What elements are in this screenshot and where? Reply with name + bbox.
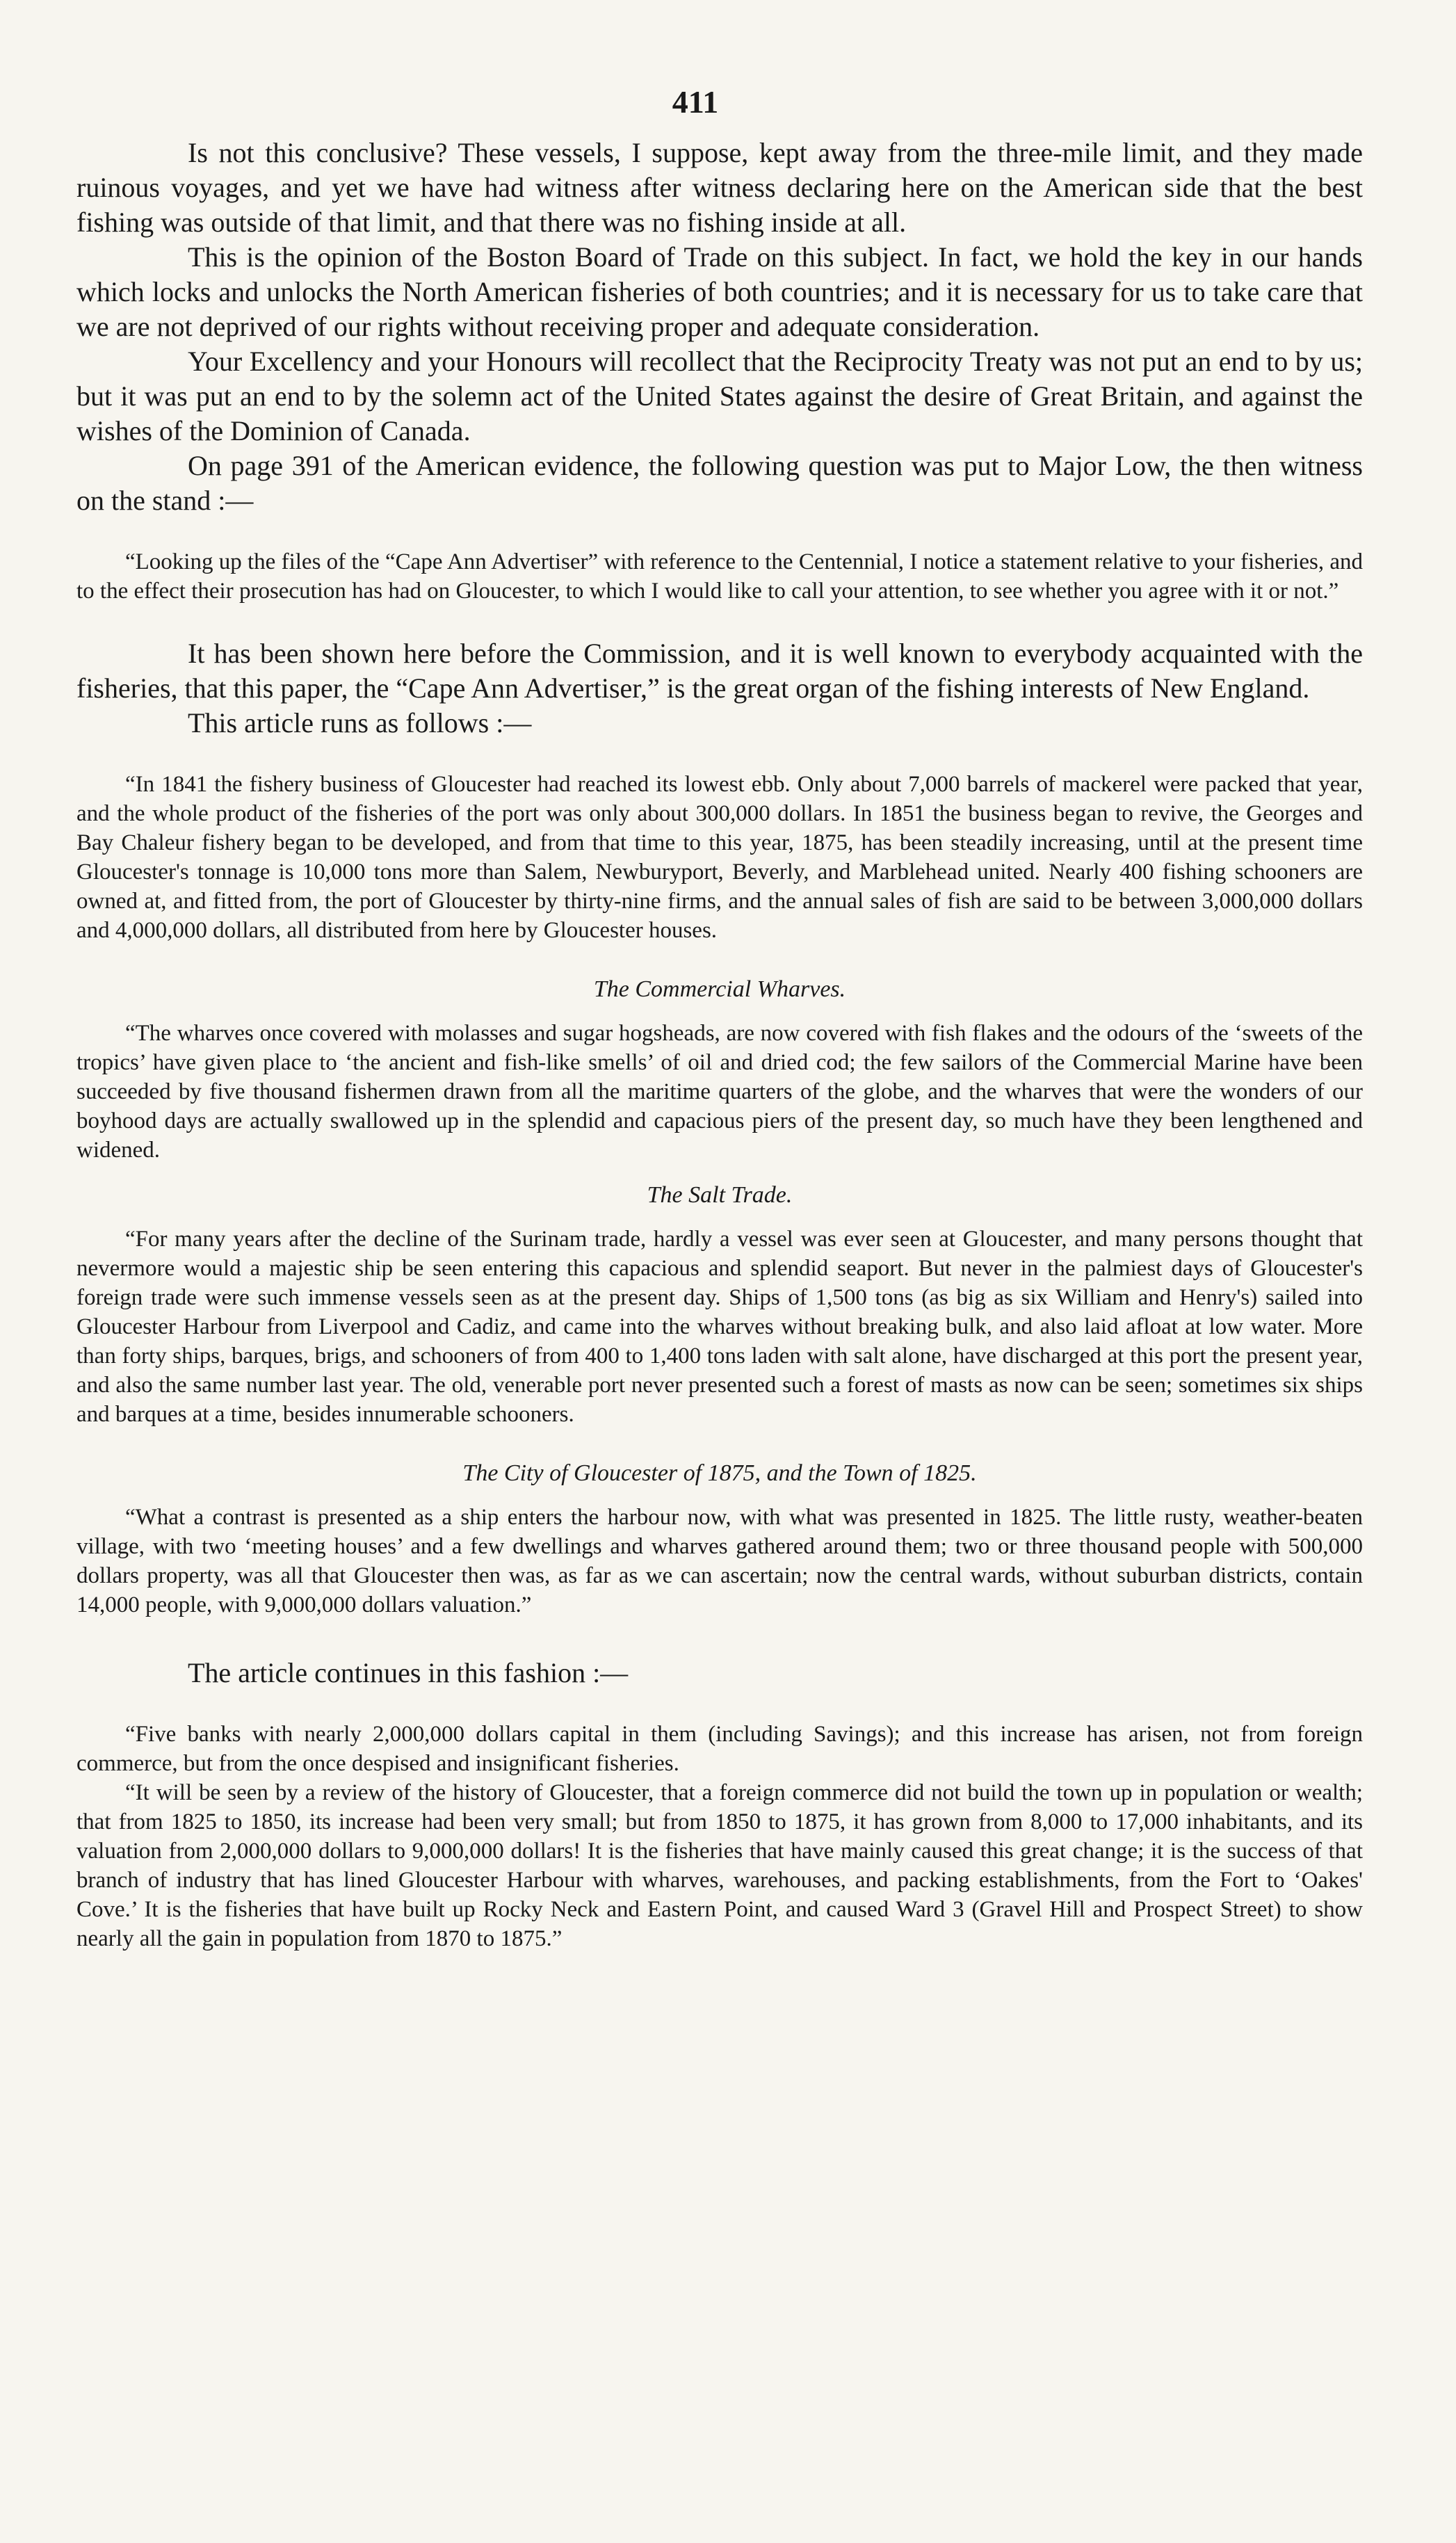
quote-cape-ann-question: “Looking up the files of the “Cape Ann Advertiser” with reference to the Centennial, I notice a statement relative to your fisheries, and to the effect their prosecution has had on Gloucester, to which I would like to call your attention, to see whether you agree with it or not.” bbox=[76, 549, 1363, 604]
document-page bbox=[76, 83, 1363, 1953]
quote-five-banks: “Five banks with nearly 2,000,000 dollars capital in them (including Savings); and this increase has arisen, not from foreign commerce, but from the once despised and insignificant fisheries. bbox=[76, 1722, 1363, 1776]
subheading-salt-trade: The Salt Trade. bbox=[647, 1182, 793, 1208]
page-number: 411 bbox=[672, 84, 719, 120]
paragraph-reciprocity-treaty: Your Excellency and your Honours will recollect that the Reciprocity Treaty was not put an end to by us; but it was put an end to by the solemn act of the United States against the desire of Great Britain, and against the wishes of the Dominion of Canada. bbox=[76, 346, 1363, 446]
paragraph-boston-board: This is the opinion of the Boston Board of Trade on this subject. In fact, we hold the key in our hands which locks and unlocks the North American fisheries of both countries; and it is necessary for us to take care that we are not deprived of our rights without receiving proper and adequate consideration. bbox=[76, 241, 1363, 342]
subheading-city-of-gloucester: The City of Gloucester of 1875, and the Town of 1825. bbox=[462, 1460, 977, 1486]
paragraph-conclusive: Is not this conclusive? These vessels, I suppose, kept away from the three-mile limit, and they made ruinous voyages, and yet we have had witness after witness declaring here on the American side that the best fishing was outside of that limit, and that there was no fishing inside at all. bbox=[76, 137, 1363, 238]
paragraph-major-low: On page 391 of the American evidence, the following question was put to Major Low, the then witness on the stand :— bbox=[76, 450, 1363, 516]
quote-history-of-gloucester: “It will be seen by a review of the history of Gloucester, that a foreign commerce did not build the town up in population or wealth; that from 1825 to 1850, its increase had been very small; but from 1850 to 1875, it has grown from 8,000 to 17,000 inhabitants, and its valuation from 2,000,000 dollars to 9,000,000 dollars! It is the fisheries that have mainly caused this great change; it is the success of that branch of industry that has lined Gloucester Harbour with wharves, warehouses, and packing establishments, from the Fort to ‘Oakes' Cove.’ It is the fisheries that have built up Rocky Neck and Eastern Point, and caused Ward 3 (Gravel Hill and Prospect Street) to show nearly all the gain in population from 1870 to 1875.” bbox=[76, 1780, 1363, 1951]
paragraph-cape-ann-advertiser: It has been shown here before the Commission, and it is well known to everybody acquainted with the fisheries, that this paper, the “Cape Ann Advertiser,” is the great organ of the fishing interests of New England. bbox=[76, 638, 1363, 704]
paragraph-article-continues: The article continues in this fashion :— bbox=[188, 1657, 629, 1688]
quote-salt-trade: “For many years after the decline of the Surinam trade, hardly a vessel was ever seen at Gloucester, and many persons thought that nevermore would a majestic ship be seen entering this capacious and splendid seaport. But never in the palmiest days of Gloucester's foreign trade were such immense vessels seen as at the present day. Ships of 1,500 tons (as big as six William and Henry's) sailed into Gloucester Harbour from Liverpool and Cadiz, and came into the wharves without breaking bulk, and also laid afloat at low water. More than forty ships, barques, brigs, and schooners of from 400 to 1,400 tons laden with salt alone, have discharged at this port the present year, and also the same number last year. The old, venerable port never presented such a forest of masts as now can be seen; sometimes six ships and barques at a time, besides innumerable schooners. bbox=[76, 1227, 1363, 1427]
paragraph-article-runs: This article runs as follows :— bbox=[188, 707, 532, 738]
quote-contrast: “What a contrast is presented as a ship enters the harbour now, with what was presented in 1825. The little rusty, weather-beaten village, with two ‘meeting houses’ and a few dwellings and wharves gathered around them; two or three thousand people with 500,000 dollars property, was all that Gloucester then was, as far as we can ascertain; now the central wards, without suburban districts, contain 14,000 people, with 9,000,000 dollars valuation.” bbox=[76, 1505, 1363, 1617]
quote-fishery-business: “In 1841 the fishery business of Gloucester had reached its lowest ebb. Only about 7,000 barrels of mackerel were packed that year, and the whole product of the fisheries of the port was only about 300,000 dollars. In 1851 the business began to revive, the Georges and Bay Chaleur fishery began to be developed, and from that time to this year, 1875, has been steadily increasing, until at the present time Gloucester's tonnage is 10,000 tons more than Salem, Newburyport, Beverly, and Marblehead united. Nearly 400 fishing schooners are owned at, and fitted from, the port of Gloucester by thirty-nine firms, and the annual sales of fish are said to be between 3,000,000 dollars and 4,000,000 dollars, all distributed from here by Gloucester houses. bbox=[76, 772, 1363, 943]
quote-wharves: “The wharves once covered with molasses and sugar hogsheads, are now covered with fish flakes and the odours of the ‘sweets of the tropics’ have given place to ‘the ancient and fish-like smells’ of oil and dried cod; the few sailors of the Commercial Marine have been succeeded by five thousand fishermen drawn from all the maritime quarters of the globe, and the wharves that were the wonders of our boyhood days are actually swallowed up in the splendid and capacious piers of the present day, so much have they been lengthened and widened. bbox=[76, 1021, 1363, 1163]
subheading-commercial-wharves: The Commercial Wharves. bbox=[593, 976, 846, 1002]
